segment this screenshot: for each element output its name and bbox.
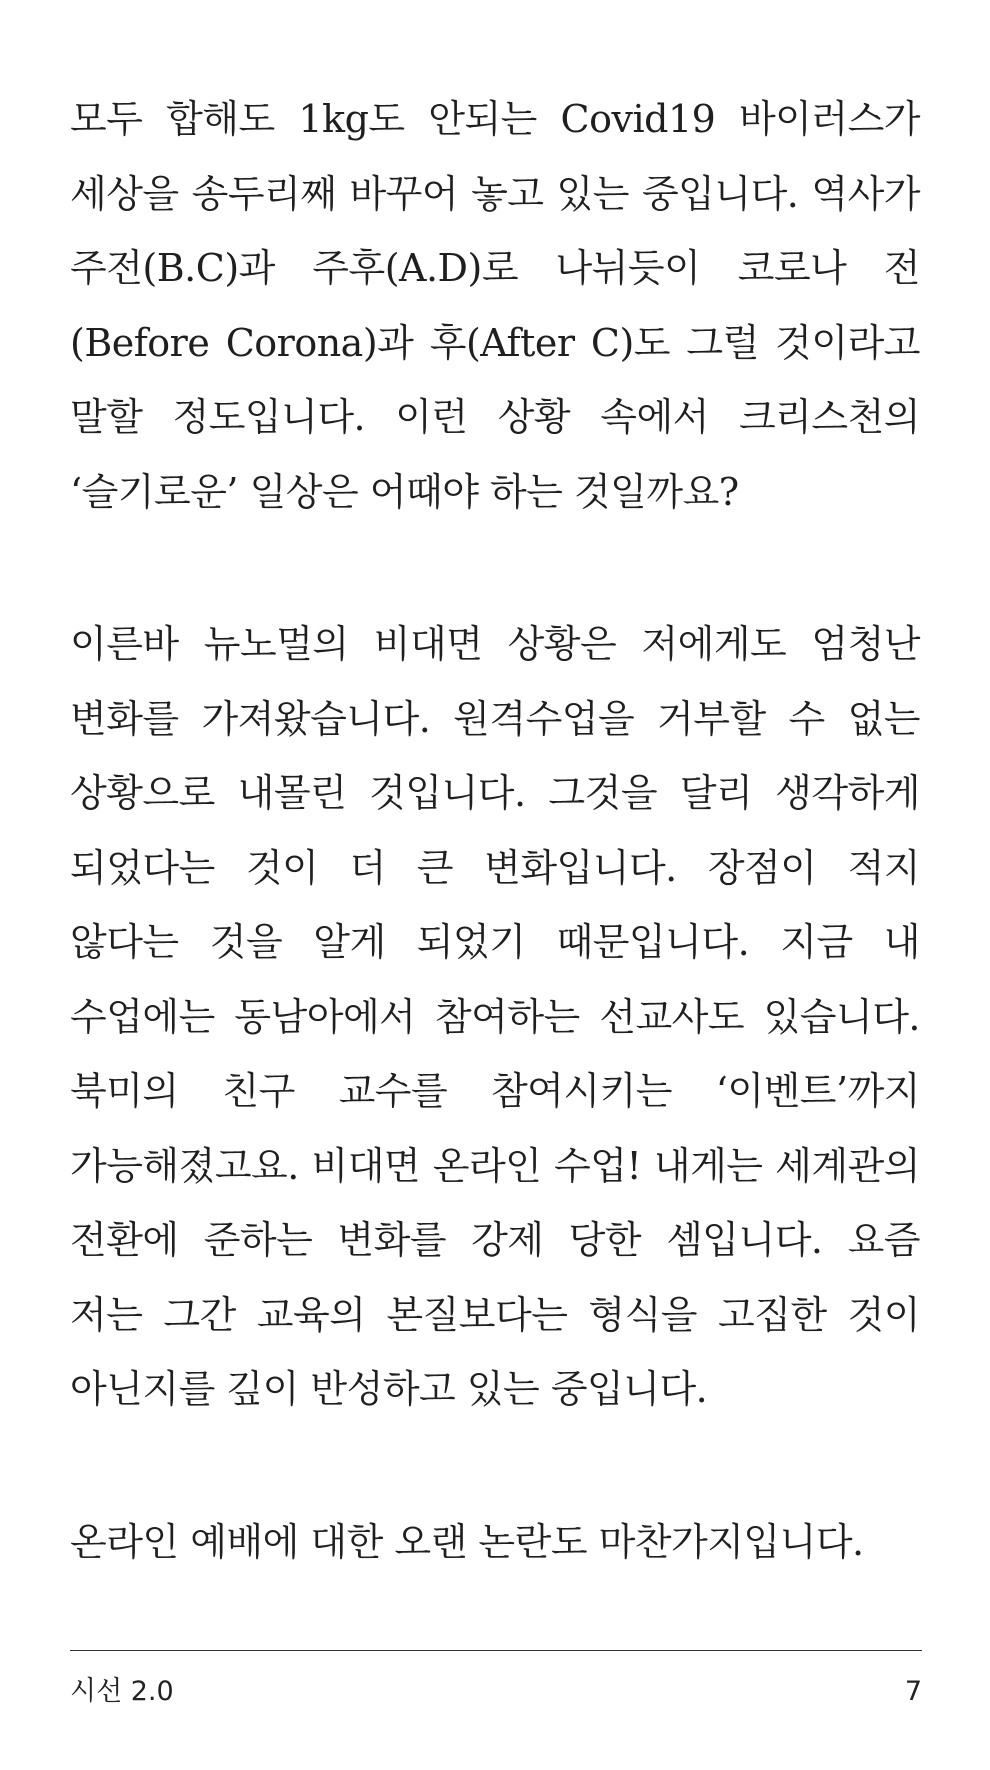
paragraph-remote-learning: 이른바 뉴노멀의 비대면 상황은 저에게도 엄청난 변화를 가져왔습니다. 원격수업을 거부할 수 없는 상황으로 내몰린 것입니다. 그것을 달리 생각하게 되었다는 것이 더 큰 변화입니다. 장점이 적지 않다는 것을 알게 되었기 때문입니다. 지금 내 수업에는 동남아에서 참여하는 선교사도 있습니다. 북미의 친구 교수를 참여시키는 ‘이벤트’까지 가능해졌고요. 비대면 온라인 수업! 내게는 세계관의 전환에 준하는 변화를 강제 당한 셈입니다. 요즘 저는 그간 교육의 본질보다는 형식을 고집한 것이 아닌지를 깊이 반성하고 있는 중입니다. <box>70 622 920 1411</box>
page-footer <box>70 1672 922 1712</box>
paragraph-online-worship: 온라인 예배에 대한 오랜 논란도 마찬가지입니다. <box>70 1519 864 1564</box>
paragraph-covid-change: 모두 합해도 1kg도 안되는 Covid19 바이러스가 세상을 송두리째 바꾸어 놓고 있는 중입니다. 역사가 주전(B.C)과 주후(A.D)로 나뉘듯이 코로나 전(Before Corona)과 후(After C)도 그럴 것이라고 말할 정도입니다. 이런 상황 속에서 크리스천의 ‘슬기로운’ 일상은 어때야 하는 것일까요? <box>70 97 920 514</box>
article-body <box>70 82 920 1579</box>
publication-title: 시선 2.0 <box>70 1676 174 1707</box>
footer-divider <box>70 1650 922 1651</box>
page-number: 7 <box>904 1676 922 1707</box>
